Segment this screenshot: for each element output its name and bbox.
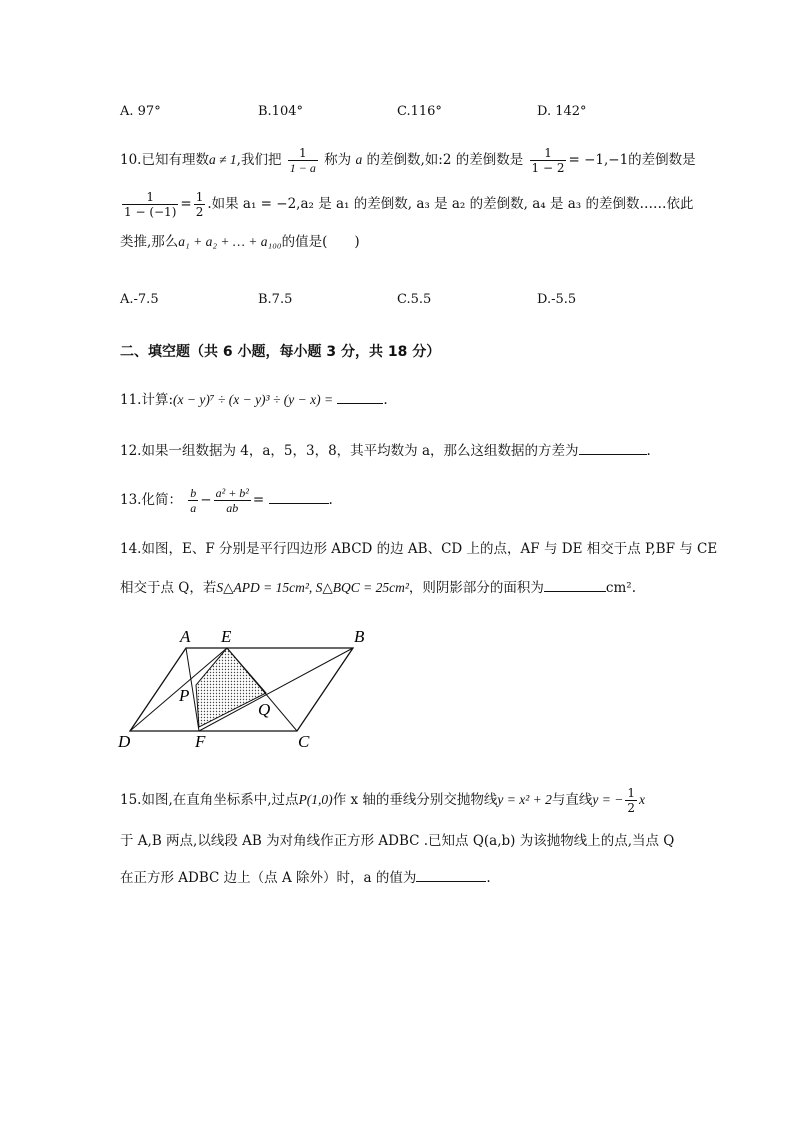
q10-example-fraction-2: $\frac{1}{1 - (-1)}$ — [124, 190, 177, 219]
label-f: F — [195, 732, 206, 751]
q15-slope-fraction: $\frac{1}{2}$ — [627, 786, 636, 815]
q15-line-1: 15.如图,在直角坐标系中,过点P(1,0)作 x 轴的垂线分别交抛物线y = x² + 2与直线y = − $\frac{1}{2}$ x — [120, 786, 646, 815]
q14-line-1: 14.如图，E、F 分别是平行四边形 ABCD 的边 AB、CD 上的点，AF 与 DE 相交于点 P,BF 与 CE — [120, 541, 718, 557]
q9-option-c: C.116° — [397, 104, 442, 119]
q13-fraction-2: $\frac{\text{a² + b²}}{ab}$ — [215, 486, 249, 515]
label-c: C — [298, 732, 310, 751]
label-q: Q — [258, 700, 271, 719]
label-a: A — [180, 627, 191, 646]
q9-option-b: B.104° — [258, 104, 303, 119]
q13-fraction-1: $\frac{b}{a}$ — [190, 486, 197, 515]
q10-option-b: B.7.5 — [258, 292, 293, 307]
q12: 12.如果一组数据为 4，a，5，3，8，其平均数为 a，那么这组数据的方差为 . — [120, 443, 651, 459]
q15-line-2: 于 A,B 两点,以线段 AB 为对角线作正方形 ADBC .已知点 Q(a,b) 为该抛物线上的点,当点 Q — [120, 833, 675, 849]
label-d: D — [118, 732, 131, 751]
q13-answer-blank[interactable] — [269, 491, 329, 504]
q15-answer-blank[interactable] — [416, 869, 486, 882]
shaded-region — [196, 648, 266, 727]
q10-line-3: 类推,那么a₁ + a₂ + … + a₁₀₀的值是( ) — [120, 234, 360, 250]
q10-example-fraction-1: $\frac{1}{1 - 2}$ — [531, 146, 565, 175]
q13: 13.化简： $\frac{b}{a}$ − $\frac{\text{a² + b²}}{ab}$ = . — [120, 486, 333, 515]
q9-option-d: D. 142° — [537, 104, 587, 119]
label-b: B — [354, 627, 365, 646]
label-p: P — [179, 686, 190, 705]
q11: 11.计算:(x − y)⁷ ÷ (x − y)³ ÷ (y − x) = . — [120, 392, 388, 408]
label-e: E — [221, 627, 232, 646]
q14-answer-blank[interactable] — [544, 579, 606, 592]
q10-option-a: A.-7.5 — [120, 292, 159, 307]
q15-line-3: 在正方形 ADBC 边上（点 A 除外）时，a 的值为 . — [120, 870, 491, 886]
q12-answer-blank[interactable] — [579, 442, 647, 455]
q10-line-1: 10.已知有理数a ≠ 1,我们把 $\frac{1}{1 - a}$ 称为 a 的差倒数,如:2 的差倒数是 $\frac{1}{1 - 2}$ = −1,−1的差倒数是 — [120, 146, 696, 175]
q10-option-d: D.-5.5 — [537, 292, 577, 307]
q11-answer-blank[interactable] — [337, 391, 383, 404]
q9-option-a: A. 97° — [120, 104, 161, 119]
parallelogram-figure — [110, 620, 380, 760]
q10-reciprocal-fraction: $\frac{1}{1 - a}$ — [289, 146, 316, 175]
q10-option-c: C.5.5 — [397, 292, 432, 307]
q10-line-2: $\frac{1}{1 - (-1)}$ = $\frac{1}{2}$ .如果 a₁ = −2,a₂ 是 a₁ 的差倒数, a₃ 是 a₂ 的差倒数, a₄ 是 a₃ 的差倒数……依此 — [124, 190, 694, 219]
q14-line-2: 相交于点 Q，若S△APD = 15cm², S△BQC = 25cm²，则阴影部分的面积为 cm². — [120, 580, 636, 596]
section-title: 二、填空题（共 6 小题，每小题 3 分，共 18 分） — [120, 344, 441, 360]
